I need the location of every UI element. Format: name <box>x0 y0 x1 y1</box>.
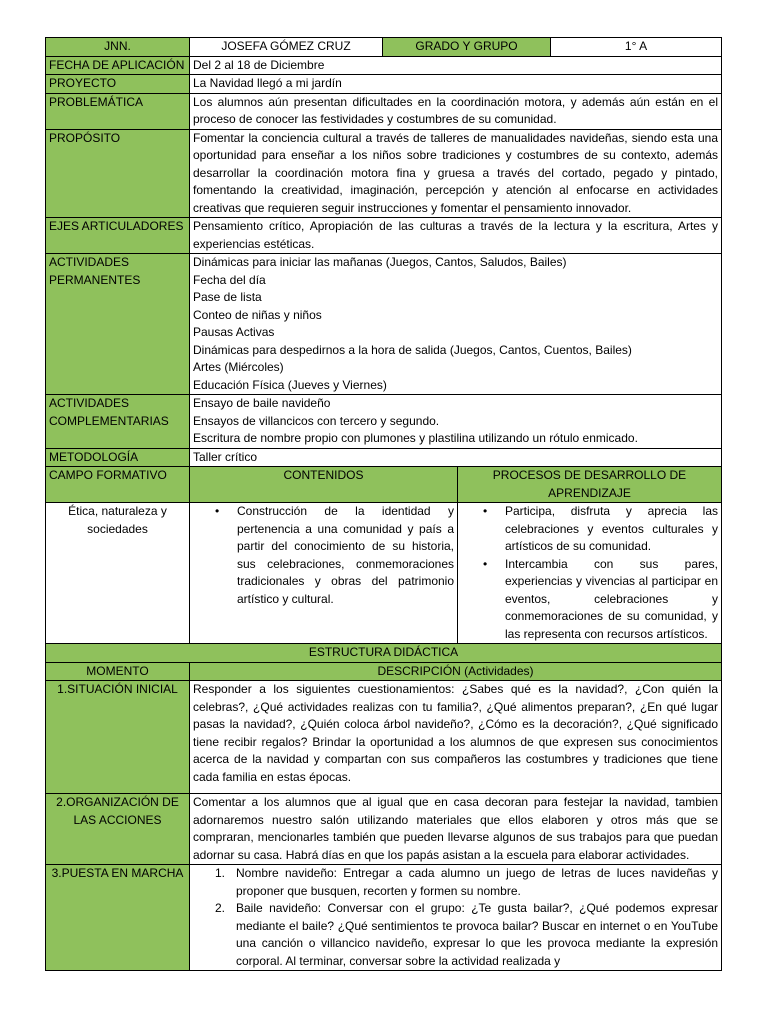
list-item: Educación Física (Jueves y Viernes) <box>193 377 387 392</box>
situacion-label: 1.SITUACIÓN INICIAL <box>46 681 190 794</box>
problematica-label: PROBLEMÁTICA <box>46 93 190 129</box>
item-number: 1. <box>215 866 226 880</box>
proceso-item: • Participa, disfruta y aprecia las celebraciones y eventos culturales y artísticos de su comunidad. <box>461 503 718 556</box>
item-number: 2. <box>215 901 226 915</box>
campo-value: Ética, naturaleza y sociedades <box>46 503 190 644</box>
planning-table <box>45 37 722 971</box>
descripcion-label: DESCRIPCIÓN (Actividades) <box>190 662 722 681</box>
proceso-item: • Intercambia con sus pares, experiencias y vivencias al participar en eventos, celebraciones y conmemoraciones de su comunidad, y las representa con recursos artísticos. <box>461 556 718 644</box>
item-text: Nombre navideño: Entregar a cada alumno un juego de letras de luces navideñas y proponer que busquen, recorten y formen su nombre. <box>236 866 718 898</box>
complementarias-list <box>190 395 722 449</box>
list-item: Dinámicas para despedirnos a la hora de salida (Juegos, Cantos, Cuentos, Bailes) <box>193 342 632 357</box>
puesta-list <box>190 865 722 971</box>
metodologia-label: METODOLOGÍA <box>46 448 190 467</box>
fecha-label: FECHA DE APLICACIÓN <box>46 56 190 75</box>
list-item: Conteo de niñas y niños <box>193 307 322 322</box>
contenido-item: • Construcción de la identidad y pertenencia a una comunidad y país a partir del conocimiento de su historia, sus celebraciones, conmemoraciones tradicionales y obras del patrimonio artístico y cultural. <box>193 503 454 608</box>
permanentes-list <box>190 254 722 395</box>
list-item: Pase de lista <box>193 290 262 304</box>
metodologia-value: Taller crítico <box>190 448 722 467</box>
header-row <box>46 38 722 57</box>
problematica-value: Los alumnos aún presentan dificultades en la coordinación motora, y además aún están en el proceso de conocer las festividades y costumbres de su comunidad. <box>190 93 722 129</box>
list-item: Ensayos de villancicos con tercero y segundo. <box>193 413 440 428</box>
proyecto-value: La Navidad llegó a mi jardín <box>190 75 722 94</box>
momento-label: MOMENTO <box>46 662 190 681</box>
procesos-label: PROCESOS DE DESARROLLO DE APRENDIZAJE <box>458 467 722 503</box>
list-item: Artes (Miércoles) <box>193 360 284 374</box>
proposito-value: Fomentar la conciencia cultural a través de talleres de manualidades navideñas, siendo esta una oportunidad para enseñar a los niños sobre tradiciones y costumbres de su contexto, además desarrollar la coordinación motora fina y gruesa a través del cortado, pegado y pintado, fomentando la creatividad, imaginación, percepción y atención al enfocarse en actividades creativas que requieren seguir instrucciones y fomentar el pensamiento innovador. <box>190 129 722 218</box>
proposito-label: PROPÓSITO <box>46 129 190 218</box>
organizacion-label: 2.ORGANIZACIÓN DE LAS ACCIONES <box>46 794 190 865</box>
list-item: Pausas Activas <box>193 325 275 339</box>
grado-label: GRADO Y GRUPO <box>383 38 551 57</box>
jnn-label: JNN. <box>46 38 190 57</box>
organizacion-text: Comentar a los alumnos que al igual que en casa decoran para festejar la navidad, tambien adornaremos nuestro salón utilizando materiales que ellos elaboren y otros más que se compraran, mencionarles también que pueden llevarse algunos de sus trabajos para que puedan adornar su casa. Habrá días en que los papás asistan a la escuela para elaborar actividades. <box>190 794 722 865</box>
contenidos-list <box>190 503 458 644</box>
grado-value: 1° A <box>551 38 722 57</box>
list-item: Escritura de nombre propio con plumones y plastilina utilizando un rótulo enmicado. <box>193 431 638 445</box>
procesos-list <box>458 503 722 644</box>
permanentes-label: ACTIVIDADES PERMANENTES <box>46 254 190 395</box>
ejes-label: EJES ARTICULADORES <box>46 218 190 254</box>
estructura-title: ESTRUCTURA DIDÁCTICA <box>46 644 722 663</box>
situacion-text: Responder a los siguientes cuestionamientos: ¿Sabes qué es la navidad?, ¿Con quién la celebras?, ¿Qué actividades realizas con tu familia?, ¿Qué alimentos preparan?, ¿En qué lugar pasas la navidad?, ¿Quién coloca árbol navideño?, ¿Cómo es la decoración?, ¿Qué significado tiene recibir regalos? Brindar la oportunidad a los alumnos de que expresen sus conocimientos acerca de la navidad y compartan con sus compañeros las costumbres y tradiciones que tiene cada familia en estas épocas. <box>190 681 722 794</box>
list-item: Fecha del día <box>193 272 266 287</box>
ejes-value: Pensamiento crítico, Apropiación de las culturas a través de la lectura y la escritura, Artes y experiencias estéticas. <box>190 218 722 254</box>
item-text: Baile navideño: Conversar con el grupo: ¿Te gusta bailar?, ¿Qué podemos expresar mediante el baile? ¿Qué sentimientos te provoca bailar? Buscar en internet o en YouTube una canción o villancico navideño, expresar lo que les provoca mediante la expresión corporal. Al terminar, conversar sobre la actividad realizada y <box>236 901 718 968</box>
puesta-label: 3.PUESTA EN MARCHA <box>46 865 190 971</box>
puesta-item <box>193 865 718 900</box>
puesta-item <box>193 900 718 970</box>
proyecto-label: PROYECTO <box>46 75 190 94</box>
planning-document <box>45 37 721 971</box>
contenidos-label: CONTENIDOS <box>190 467 458 503</box>
list-item: Dinámicas para iniciar las mañanas (Juegos, Cantos, Saludos, Bailes) <box>193 255 567 269</box>
fecha-value: Del 2 al 18 de Diciembre <box>190 56 722 75</box>
list-item: Ensayo de baile navideño <box>193 396 331 410</box>
teacher-name: JOSEFA GÓMEZ CRUZ <box>190 38 383 57</box>
complementarias-label: ACTIVIDADES COMPLEMENTARIAS <box>46 395 190 449</box>
campo-label: CAMPO FORMATIVO <box>46 467 190 503</box>
